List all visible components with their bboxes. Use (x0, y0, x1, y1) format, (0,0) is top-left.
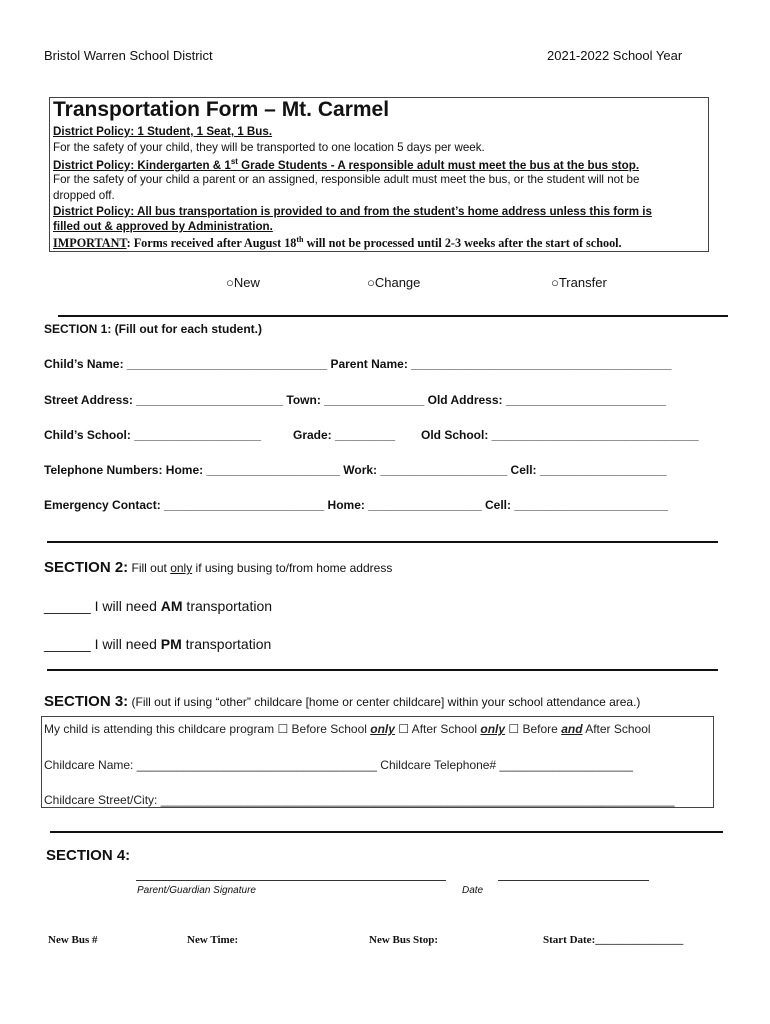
signature-line[interactable] (136, 880, 446, 881)
important-notice: IMPORTANT: Forms received after August 18th will not be processed until 2-3 weeks after the start of school. (53, 235, 622, 251)
divider (47, 541, 718, 543)
childcare-box (41, 716, 714, 808)
policy2-heading: District Policy: Kindergarten & 1st Grade Students - A responsible adult must meet the bus at the bus stop. (53, 157, 640, 172)
policy-box (49, 97, 709, 252)
divider (58, 315, 728, 317)
childcare-street-city-field[interactable]: Childcare Street/City: _____________________________________________________________________________ (44, 793, 675, 807)
childs-name-row[interactable]: Child’s Name: ______________________________ Parent Name: _______________________________________ (44, 357, 672, 371)
pm-transportation-field[interactable]: ______ I will need PM transportation (44, 636, 272, 652)
start-date-field[interactable]: Start Date:________________ (543, 934, 684, 946)
form-title: Transportation Form – Mt. Carmel (53, 98, 390, 121)
option-change[interactable]: ○Change (367, 275, 421, 290)
section1-heading: SECTION 1: (Fill out for each student.) (44, 322, 263, 336)
section2-heading-line: SECTION 2: Fill out only if using busing to/from home address (44, 559, 393, 576)
childcare-program-options[interactable]: My child is attending this childcare program ☐ Before School only ☐ After School only ☐ Before and After School (44, 722, 651, 736)
old-school-field[interactable]: Old School: _______________________________ (421, 428, 699, 442)
divider (50, 831, 723, 833)
grade-field[interactable]: Grade: _________ (293, 428, 396, 442)
new-bus-stop-label: New Bus Stop: (369, 934, 439, 946)
date-label: Date (462, 885, 484, 896)
new-bus-label: New Bus # (48, 934, 98, 946)
signature-label: Parent/Guardian Signature (137, 885, 256, 896)
section3-heading-line: SECTION 3: (Fill out if using “other” childcare [home or center childcare] within your school attendance area.) (44, 693, 641, 710)
school-year: 2021-2022 School Year (547, 48, 683, 63)
policy1-text: For the safety of your child, they will be transported to one location 5 days per week. (53, 141, 485, 154)
date-line[interactable] (498, 880, 649, 881)
emergency-contact-row[interactable]: Emergency Contact: ________________________ Home: _________________ Cell: _______________________ (44, 498, 668, 512)
policy1-heading: District Policy: 1 Student, 1 Seat, 1 Bus. (53, 125, 273, 138)
policy3-heading-1: District Policy: All bus transportation is provided to and from the student’s home address unless this form is (53, 205, 652, 218)
telephone-row[interactable]: Telephone Numbers: Home: ____________________ Work: ___________________ Cell: ___________________ (44, 463, 667, 477)
address-row[interactable]: Street Address: ______________________ Town: _______________ Old Address: ________________________ (44, 393, 667, 407)
new-time-label: New Time: (187, 934, 239, 946)
section4-heading: SECTION 4: (46, 847, 131, 864)
option-new[interactable]: ○New (226, 275, 260, 290)
childcare-name-row[interactable]: Childcare Name: ____________________________________ Childcare Telephone# ____________________ (44, 758, 633, 772)
district-name: Bristol Warren School District (44, 48, 213, 63)
policy2-text-2: dropped off. (53, 189, 115, 202)
divider (47, 669, 718, 671)
option-transfer[interactable]: ○Transfer (551, 275, 607, 290)
am-transportation-field[interactable]: ______ I will need AM transportation (44, 598, 273, 614)
childs-school-field[interactable]: Child’s School: ___________________ (44, 428, 262, 442)
policy3-heading-2: filled out & approved by Administration. (53, 220, 273, 233)
policy2-text-1: For the safety of your child a parent or an assigned, responsible adult must meet the bus, or the student will not be (53, 173, 640, 186)
